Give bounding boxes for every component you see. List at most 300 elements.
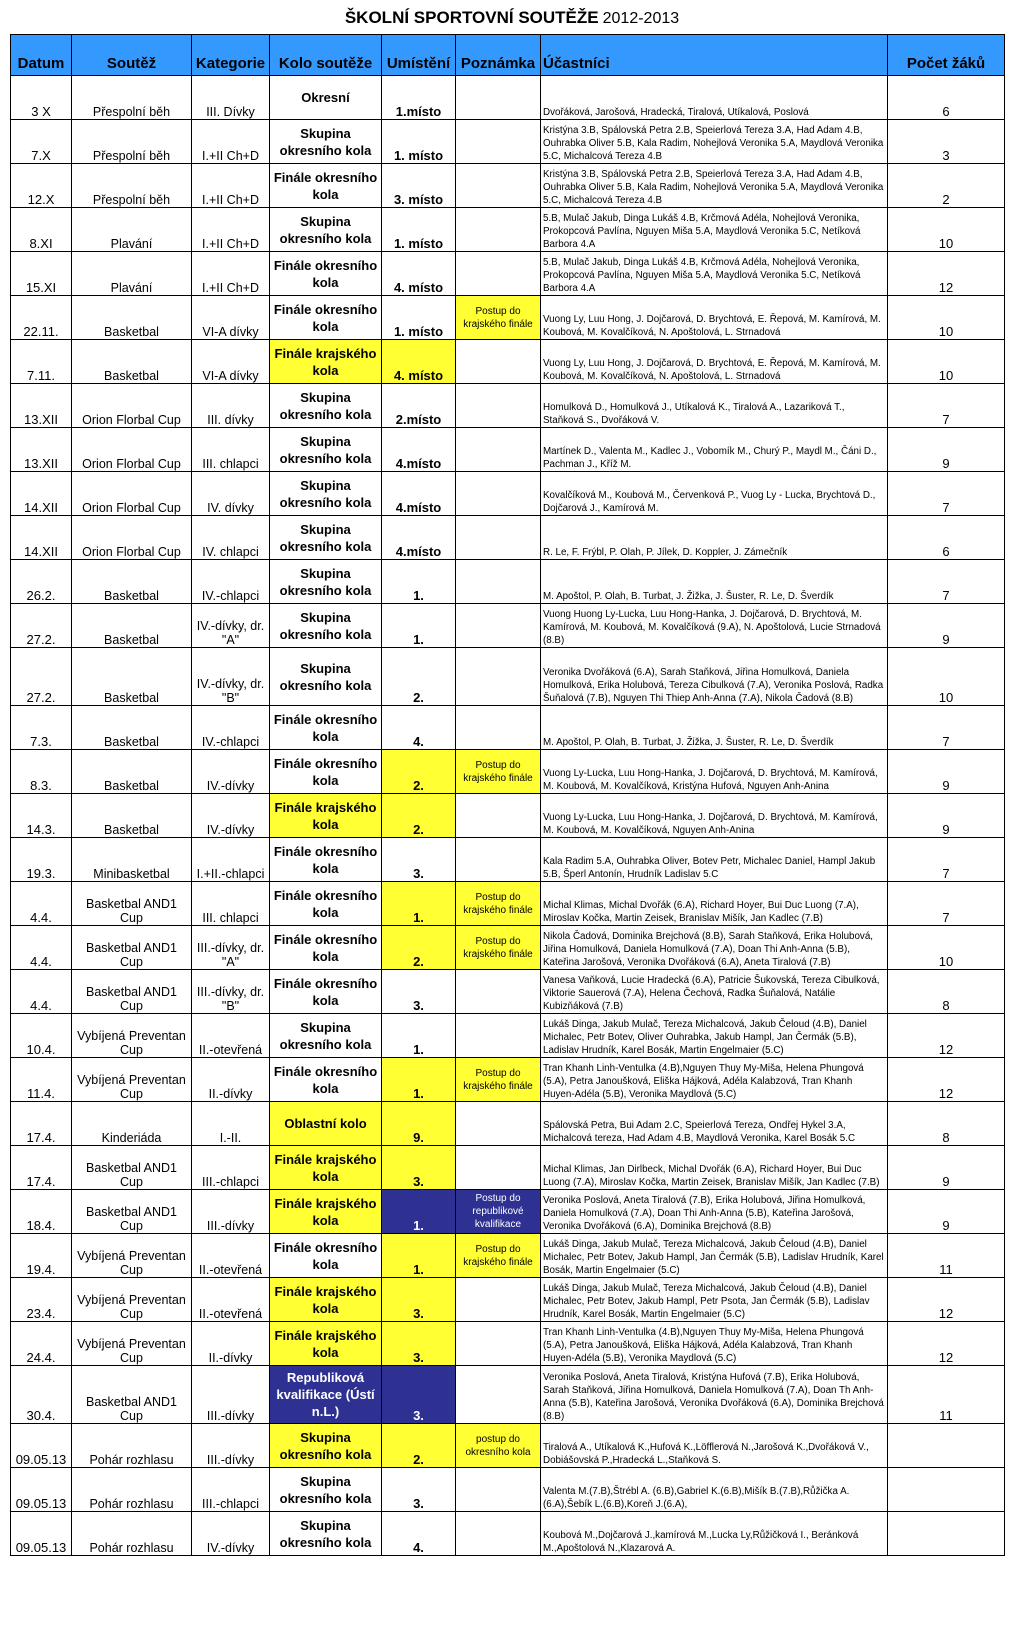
cell-kolo: Finále krajského kola: [270, 1190, 382, 1234]
cell-umisteni: 3.: [382, 1468, 456, 1512]
cell-soutez: Basketbal AND1 Cup: [72, 1146, 192, 1190]
cell-pocet: [888, 1424, 1005, 1468]
cell-ucastnici: Veronika Dvořáková (6.A), Sarah Staňková, Jiřina Homulková, Daniela Homulková, Erika Holubová, Tereza Cibulková (7.A), Veronika Poslová, Radka Šuňalová (7.B), Nguyen Thi Thiep Anh-Anna (7.A), Nikola Čadová (8.B): [541, 648, 888, 706]
cell-umisteni: 3.: [382, 1146, 456, 1190]
table-row: [11, 340, 1005, 384]
cell-poznamka: [456, 340, 541, 384]
cell-datum: 14.3.: [11, 794, 72, 838]
cell-soutez: Orion Florbal Cup: [72, 384, 192, 428]
cell-kolo: Finále okresního kola: [270, 882, 382, 926]
table-row: [11, 794, 1005, 838]
cell-umisteni: 3.: [382, 970, 456, 1014]
title-main: ŠKOLNÍ SPORTOVNÍ SOUTĚŽE: [344, 8, 599, 27]
cell-kategorie: I.+II Ch+D: [192, 164, 270, 208]
cell-soutez: Pohár rozhlasu: [72, 1424, 192, 1468]
cell-poznamka: Postup do krajského finále: [456, 750, 541, 794]
cell-poznamka: [456, 838, 541, 882]
cell-soutez: Přespolní běh: [72, 120, 192, 164]
cell-ucastnici: Dvořáková, Jarošová, Hradecká, Tiralová, Utíkalová, Poslová: [541, 76, 888, 120]
cell-kategorie: III. chlapci: [192, 428, 270, 472]
table-row: [11, 208, 1005, 252]
cell-datum: 7.X: [11, 120, 72, 164]
cell-pocet: 9: [888, 1146, 1005, 1190]
cell-datum: 3 X: [11, 76, 72, 120]
table-row: [11, 838, 1005, 882]
cell-pocet: 9: [888, 794, 1005, 838]
cell-kategorie: II.-dívky: [192, 1322, 270, 1366]
cell-soutez: Basketbal AND1 Cup: [72, 926, 192, 970]
cell-ucastnici: Tran Khanh Linh-Ventulka (4.B),Nguyen Thuy My-Miša, Helena Phungová (5.A), Petra Janoušková, Eliška Hájková, Adéla Kalabzová, Tran Khanh Huyen-Adéla (5.B), Veronika Maydlová (5.C): [541, 1322, 888, 1366]
cell-ucastnici: Kovalčíková M., Koubová M., Červenková P., Vuog Ly - Lucka, Brychtová D., Dojčarová J., Kamírová M.: [541, 472, 888, 516]
cell-ucastnici: Tiralová A., Utíkalová K.,Hufová K.,Löfflerová N.,Jarošová K.,Dvořáková V., Dobiášovská P.,Hradecká L.,Staňková S.: [541, 1424, 888, 1468]
cell-umisteni: 4.: [382, 706, 456, 750]
competitions-table: [10, 34, 1005, 1556]
cell-kategorie: III.-chlapci: [192, 1146, 270, 1190]
cell-soutez: Přespolní běh: [72, 164, 192, 208]
cell-kolo: Finále krajského kola: [270, 340, 382, 384]
cell-ucastnici: Tran Khanh Linh-Ventulka (4.B),Nguyen Thuy My-Miša, Helena Phungová (5.A), Petra Janoušková, Eliška Hájková, Adéla Kalabzová, Tran Khanh Huyen-Adéla (5.B), Veronika Maydlová (5.C): [541, 1058, 888, 1102]
cell-ucastnici: Vuong Huong Ly-Lucka, Luu Hong-Hanka, J. Dojčarová, D. Brychtová, M. Kamírová, M. Koubová, M. Kovalčíková (9.A), N. Apoštolová, Lucie Strnadová (8.B): [541, 604, 888, 648]
cell-soutez: Vybíjená Preventan Cup: [72, 1014, 192, 1058]
cell-kategorie: IV.-chlapci: [192, 560, 270, 604]
cell-poznamka: [456, 208, 541, 252]
cell-poznamka: Postup do krajského finále: [456, 882, 541, 926]
cell-datum: 17.4.: [11, 1102, 72, 1146]
cell-kolo: Skupina okresního kola: [270, 428, 382, 472]
cell-ucastnici: Veronika Poslová, Aneta Tiralová, Kristýna Hufová (7.B), Erika Holubová, Sarah Staňková, Jiřina Homulková, Daniela Homulková (7.A), Doan Th Anh-Anna (5.B), Kateřina Jarošová, Veronika Dvořáková (6.A), Dominika Brejchová (8.B): [541, 1366, 888, 1424]
cell-umisteni: 4. místo: [382, 340, 456, 384]
cell-soutez: Pohár rozhlasu: [72, 1468, 192, 1512]
cell-kategorie: I.+II Ch+D: [192, 252, 270, 296]
cell-kolo: Finále okresního kola: [270, 970, 382, 1014]
table-row: [11, 384, 1005, 428]
cell-poznamka: [456, 120, 541, 164]
cell-kategorie: IV.-dívky: [192, 750, 270, 794]
cell-poznamka: Postup do krajského finále: [456, 1058, 541, 1102]
cell-kolo: Skupina okresního kola: [270, 120, 382, 164]
cell-pocet: 11: [888, 1234, 1005, 1278]
cell-pocet: 7: [888, 384, 1005, 428]
table-row: [11, 164, 1005, 208]
cell-kolo: Okresní: [270, 76, 382, 120]
cell-poznamka: postup do okresního kola: [456, 1424, 541, 1468]
cell-poznamka: [456, 1102, 541, 1146]
cell-soutez: Basketbal: [72, 750, 192, 794]
cell-kategorie: I.+II Ch+D: [192, 208, 270, 252]
cell-kolo: Oblastní kolo: [270, 1102, 382, 1146]
cell-umisteni: 3. místo: [382, 164, 456, 208]
cell-poznamka: [456, 164, 541, 208]
cell-ucastnici: 5.B, Mulač Jakub, Dinga Lukáš 4.B, Krčmová Adéla, Nohejlová Veronika, Prokopcová Pavlína, Nguyen Miša 5.A, Maydlová Veronika 5.C, Netíková Barbora 4.A: [541, 252, 888, 296]
cell-datum: 11.4.: [11, 1058, 72, 1102]
cell-kolo: Skupina okresního kola: [270, 1468, 382, 1512]
cell-umisteni: 9.: [382, 1102, 456, 1146]
cell-soutez: Basketbal: [72, 604, 192, 648]
cell-soutez: Pohár rozhlasu: [72, 1512, 192, 1556]
cell-umisteni: 3.: [382, 1366, 456, 1424]
cell-kolo: Skupina okresního kola: [270, 384, 382, 428]
cell-poznamka: [456, 970, 541, 1014]
cell-datum: 4.4.: [11, 882, 72, 926]
table-row: [11, 1366, 1005, 1424]
cell-datum: 09.05.13: [11, 1468, 72, 1512]
table-row: [11, 560, 1005, 604]
cell-ucastnici: M. Apoštol, P. Olah, B. Turbat, J. Žižka, J. Šuster, R. Le, D. Šverdík: [541, 706, 888, 750]
cell-kolo: Skupina okresního kola: [270, 1014, 382, 1058]
table-row: [11, 1468, 1005, 1512]
header-soutez: Soutěž: [72, 35, 192, 76]
cell-poznamka: [456, 794, 541, 838]
cell-pocet: 3: [888, 120, 1005, 164]
cell-soutez: Vybíjená Preventan Cup: [72, 1322, 192, 1366]
cell-poznamka: [456, 1014, 541, 1058]
cell-kategorie: IV.-dívky, dr. "A": [192, 604, 270, 648]
cell-ucastnici: Vuong Ly-Lucka, Luu Hong-Hanka, J. Dojčarová, D. Brychtová, M. Kamírová, M. Koubová, M. Kovalčíková, Kristýna Hufová, Nguyen Anh-Anina: [541, 750, 888, 794]
cell-poznamka: [456, 252, 541, 296]
table-row: [11, 1102, 1005, 1146]
cell-soutez: Vybíjená Preventan Cup: [72, 1234, 192, 1278]
cell-pocet: 10: [888, 926, 1005, 970]
cell-pocet: 6: [888, 76, 1005, 120]
cell-umisteni: 4.místo: [382, 428, 456, 472]
cell-kategorie: III. Dívky: [192, 76, 270, 120]
cell-umisteni: 3.: [382, 838, 456, 882]
cell-kolo: Finále okresního kola: [270, 838, 382, 882]
cell-soutez: Přespolní běh: [72, 76, 192, 120]
cell-poznamka: [456, 1146, 541, 1190]
cell-kolo: Skupina okresního kola: [270, 208, 382, 252]
cell-pocet: 7: [888, 472, 1005, 516]
cell-poznamka: Postup do republikové kvalifikace: [456, 1190, 541, 1234]
cell-umisteni: 4. místo: [382, 252, 456, 296]
cell-poznamka: [456, 706, 541, 750]
table-row: [11, 472, 1005, 516]
cell-kolo: Finále okresního kola: [270, 252, 382, 296]
cell-datum: 7.11.: [11, 340, 72, 384]
cell-ucastnici: Koubová M.,Dojčarová J.,kamírová M.,Lucka Ly,Růžičková I., Beránková M.,Apoštolová N.,Klazarová A.: [541, 1512, 888, 1556]
cell-ucastnici: M. Apoštol, P. Olah, B. Turbat, J. Žižka, J. Šuster, R. Le, D. Šverdík: [541, 560, 888, 604]
cell-ucastnici: Vuong Ly-Lucka, Luu Hong-Hanka, J. Dojčarová, D. Brychtová, M. Kamírová, M. Koubová, M. Kovalčíková, Nguyen Anh-Anina: [541, 794, 888, 838]
cell-kolo: Finále okresního kola: [270, 1234, 382, 1278]
cell-poznamka: [456, 384, 541, 428]
cell-poznamka: Postup do krajského finále: [456, 1234, 541, 1278]
header-poznamka: Poznámka: [456, 35, 541, 76]
cell-pocet: 9: [888, 604, 1005, 648]
cell-soutez: Basketbal: [72, 648, 192, 706]
cell-umisteni: 2.: [382, 1424, 456, 1468]
cell-umisteni: 4.místo: [382, 516, 456, 560]
cell-umisteni: 2.: [382, 648, 456, 706]
table-row: [11, 1014, 1005, 1058]
cell-ucastnici: Veronika Poslová, Aneta Tiralová (7.B), Erika Holubová, Jiřina Homulková, Daniela Homulková (7.A), Doan Thi Anh-Anna (5.B), Kateřina Jarošová, Veronika Dvořáková (6.A), Dominika Brejchová (8.B): [541, 1190, 888, 1234]
cell-soutez: Plavání: [72, 208, 192, 252]
cell-datum: 15.XI: [11, 252, 72, 296]
cell-ucastnici: Kristýna 3.B, Spálovská Petra 2.B, Speierlová Tereza 3.A, Had Adam 4.B, Ouhrabka Oliver 5.B, Kala Radim, Nohejlová Veronika 5.A, Maydlová Veronika 5.C, Michalcová Tereza 4.B: [541, 120, 888, 164]
cell-poznamka: [456, 560, 541, 604]
cell-soutez: Orion Florbal Cup: [72, 472, 192, 516]
cell-kolo: Finále krajského kola: [270, 1278, 382, 1322]
cell-umisteni: 3.: [382, 1278, 456, 1322]
table-row: [11, 750, 1005, 794]
cell-poznamka: [456, 76, 541, 120]
cell-kategorie: I.+II Ch+D: [192, 120, 270, 164]
cell-kategorie: IV.-chlapci: [192, 706, 270, 750]
cell-datum: 8.3.: [11, 750, 72, 794]
cell-kategorie: IV.-dívky: [192, 794, 270, 838]
cell-kategorie: III.-dívky, dr. "A": [192, 926, 270, 970]
cell-datum: 26.2.: [11, 560, 72, 604]
cell-kategorie: VI-A dívky: [192, 296, 270, 340]
header-row: [11, 35, 1005, 76]
page-title: [0, 8, 1024, 28]
table-row: [11, 604, 1005, 648]
cell-ucastnici: Nikola Čadová, Dominika Brejchová (8.B), Sarah Staňková, Erika Holubová, Jiřina Homulková, Daniela Homulková (7.A), Doan Thi Anh-Anna (5.B), Kateřina Jarošová, Veronika Dvořáková (6.A), Aneta Tiralová (7.B): [541, 926, 888, 970]
cell-soutez: Plavání: [72, 252, 192, 296]
cell-kategorie: I.-II.: [192, 1102, 270, 1146]
cell-poznamka: [456, 1322, 541, 1366]
cell-poznamka: [456, 1278, 541, 1322]
cell-kategorie: II.-otevřená: [192, 1234, 270, 1278]
cell-umisteni: 3.: [382, 1322, 456, 1366]
cell-kategorie: VI-A dívky: [192, 340, 270, 384]
cell-datum: 09.05.13: [11, 1424, 72, 1468]
cell-pocet: 7: [888, 838, 1005, 882]
cell-umisteni: 1. místo: [382, 208, 456, 252]
cell-poznamka: Postup do krajského finále: [456, 926, 541, 970]
cell-kategorie: IV.-dívky, dr. "B": [192, 648, 270, 706]
cell-datum: 27.2.: [11, 604, 72, 648]
table-row: [11, 1146, 1005, 1190]
cell-kolo: Finále okresního kola: [270, 706, 382, 750]
cell-ucastnici: Lukáš Dinga, Jakub Mulač, Tereza Michalcová, Jakub Čeloud (4.B), Daniel Michalec, Petr Botev, Jakub Hampl, Petr Psota, Jan Čermák (5.B), Ladislav Hrudník, Karel Bosák, Martin Engelmaier (5.C): [541, 1278, 888, 1322]
cell-umisteni: 2.: [382, 794, 456, 838]
cell-kolo: Skupina okresního kola: [270, 1512, 382, 1556]
cell-umisteni: 1. místo: [382, 296, 456, 340]
table-row: [11, 296, 1005, 340]
cell-datum: 09.05.13: [11, 1512, 72, 1556]
table-row: [11, 120, 1005, 164]
cell-umisteni: 1.místo: [382, 76, 456, 120]
cell-datum: 4.4.: [11, 970, 72, 1014]
cell-pocet: 9: [888, 750, 1005, 794]
cell-kategorie: III.-dívky: [192, 1424, 270, 1468]
cell-ucastnici: Lukáš Dinga, Jakub Mulač, Tereza Michalcová, Jakub Čeloud (4.B), Daniel Michalec, Petr Botev, Oliver Ouhrabka, Jakub Hampl, Jan Čermák (5.B), Ladislav Hrudník, Karel Bosák, Martin Engelmaier (5.C): [541, 1014, 888, 1058]
cell-pocet: 8: [888, 1102, 1005, 1146]
table-row: [11, 882, 1005, 926]
cell-pocet: 12: [888, 1058, 1005, 1102]
cell-datum: 12.X: [11, 164, 72, 208]
cell-kolo: Finále okresního kola: [270, 164, 382, 208]
cell-pocet: [888, 1512, 1005, 1556]
cell-kategorie: IV. chlapci: [192, 516, 270, 560]
cell-umisteni: 2.: [382, 926, 456, 970]
table-row: [11, 926, 1005, 970]
table-row: [11, 428, 1005, 472]
cell-kategorie: IV.-dívky: [192, 1512, 270, 1556]
cell-soutez: Basketbal AND1 Cup: [72, 1366, 192, 1424]
cell-pocet: 9: [888, 428, 1005, 472]
cell-poznamka: [456, 1512, 541, 1556]
cell-ucastnici: Martínek D., Valenta M., Kadlec J., Vobomík M., Churý P., Maydl M., Čáni D., Pachman J., Kříž M.: [541, 428, 888, 472]
table-row: [11, 252, 1005, 296]
table-row: [11, 706, 1005, 750]
cell-kolo: Skupina okresního kola: [270, 472, 382, 516]
cell-datum: 13.XII: [11, 428, 72, 472]
cell-poznamka: [456, 1366, 541, 1424]
cell-datum: 14.XII: [11, 472, 72, 516]
cell-ucastnici: Michal Klimas, Jan Dirlbeck, Michal Dvořák (6.A), Richard Hoyer, Bui Duc Luong (7.A), Miroslav Kočka, Martin Zeisek, Branislav Mišík, Jan Kadlec (7.B): [541, 1146, 888, 1190]
cell-ucastnici: Kristýna 3.B, Spálovská Petra 2.B, Speierlová Tereza 3.A, Had Adam 4.B, Ouhrabka Oliver 5.B, Kala Radim, Nohejlová Veronika 5.A, Maydlová Veronika 5.C, Michalcová Tereza 4.B: [541, 164, 888, 208]
cell-pocet: 12: [888, 1014, 1005, 1058]
cell-datum: 24.4.: [11, 1322, 72, 1366]
header-pocet: Počet žáků: [888, 35, 1005, 76]
cell-umisteni: 1.: [382, 1234, 456, 1278]
cell-kategorie: II.-dívky: [192, 1058, 270, 1102]
cell-soutez: Basketbal: [72, 340, 192, 384]
cell-kolo: Republiková kvalifikace (Ústí n.L.): [270, 1366, 382, 1424]
cell-ucastnici: Lukáš Dinga, Jakub Mulač, Tereza Michalcová, Jakub Čeloud (4.B), Daniel Michalec, Petr Botev, Jakub Hampl, Jan Čermák (5.B), Ladislav Hrudník, Karel Bosák, Martin Engelmaier (5.C): [541, 1234, 888, 1278]
header-kategorie: Kategorie: [192, 35, 270, 76]
table-row: [11, 1424, 1005, 1468]
cell-datum: 7.3.: [11, 706, 72, 750]
cell-pocet: 6: [888, 516, 1005, 560]
cell-soutez: Basketbal AND1 Cup: [72, 1190, 192, 1234]
cell-pocet: 7: [888, 882, 1005, 926]
table-row: [11, 76, 1005, 120]
cell-poznamka: [456, 428, 541, 472]
header-datum: Datum: [11, 35, 72, 76]
cell-pocet: 7: [888, 560, 1005, 604]
cell-pocet: 10: [888, 340, 1005, 384]
cell-soutez: Basketbal AND1 Cup: [72, 970, 192, 1014]
cell-umisteni: 1.: [382, 560, 456, 604]
cell-pocet: [888, 1468, 1005, 1512]
cell-umisteni: 1.: [382, 604, 456, 648]
table-row: [11, 648, 1005, 706]
cell-umisteni: 2.místo: [382, 384, 456, 428]
cell-ucastnici: Spálovská Petra, Bui Adam 2.C, Speierlová Tereza, Ondřej Hykel 3.A, Michalcová tereza, Had Adam 4.B, Maydlová Veronika, Karel Bosák 5.C: [541, 1102, 888, 1146]
cell-datum: 8.XI: [11, 208, 72, 252]
cell-soutez: Basketbal AND1 Cup: [72, 882, 192, 926]
cell-ucastnici: Vuong Ly, Luu Hong, J. Dojčarová, D. Brychtová, E. Řepová, M. Kamírová, M. Koubová, M. Kovalčíková, N. Apoštolová, L. Strnadová: [541, 296, 888, 340]
cell-kategorie: III.-dívky, dr. "B": [192, 970, 270, 1014]
cell-kategorie: III. dívky: [192, 384, 270, 428]
cell-poznamka: [456, 472, 541, 516]
table-row: [11, 1058, 1005, 1102]
cell-ucastnici: R. Le, F. Frýbl, P. Olah, P. Jílek, D. Koppler, J. Zámečník: [541, 516, 888, 560]
cell-kategorie: III. chlapci: [192, 882, 270, 926]
cell-umisteni: 2.: [382, 750, 456, 794]
cell-ucastnici: Valenta M.(7.B),Štrébl A. (6.B),Gabriel K.(6.B),Mišík B.(7.B),Růžička A.(6.A),Šebík L.(6.B),Koreň J.(6.A),: [541, 1468, 888, 1512]
cell-soutez: Orion Florbal Cup: [72, 428, 192, 472]
cell-datum: 23.4.: [11, 1278, 72, 1322]
cell-kategorie: III.-dívky: [192, 1190, 270, 1234]
cell-kolo: Skupina okresního kola: [270, 1424, 382, 1468]
table-row: [11, 1234, 1005, 1278]
cell-ucastnici: 5.B, Mulač Jakub, Dinga Lukáš 4.B, Krčmová Adéla, Nohejlová Veronika, Prokopcová Pavlína, Nguyen Miša 5.A, Maydlová Veronika 5.C, Netíková Barbora 4.A: [541, 208, 888, 252]
cell-umisteni: 1.: [382, 882, 456, 926]
cell-pocet: 10: [888, 296, 1005, 340]
cell-pocet: 11: [888, 1366, 1005, 1424]
cell-soutez: Basketbal: [72, 560, 192, 604]
cell-soutez: Orion Florbal Cup: [72, 516, 192, 560]
cell-datum: 13.XII: [11, 384, 72, 428]
cell-datum: 19.4.: [11, 1234, 72, 1278]
cell-kategorie: I.+II.-chlapci: [192, 838, 270, 882]
table-row: [11, 1512, 1005, 1556]
cell-kategorie: IV. dívky: [192, 472, 270, 516]
cell-umisteni: 1.: [382, 1058, 456, 1102]
cell-umisteni: 1.: [382, 1190, 456, 1234]
cell-kategorie: II.-otevřená: [192, 1278, 270, 1322]
cell-umisteni: 4.místo: [382, 472, 456, 516]
cell-kolo: Finále krajského kola: [270, 1322, 382, 1366]
cell-datum: 4.4.: [11, 926, 72, 970]
cell-datum: 22.11.: [11, 296, 72, 340]
table-row: [11, 1278, 1005, 1322]
cell-ucastnici: Kala Radim 5.A, Ouhrabka Oliver, Botev Petr, Michalec Daniel, Hampl Jakub 5.B, Šperl Antonín, Hrudník Ladislav 5.C: [541, 838, 888, 882]
cell-pocet: 12: [888, 1278, 1005, 1322]
cell-kolo: Skupina okresního kola: [270, 648, 382, 706]
cell-datum: 18.4.: [11, 1190, 72, 1234]
cell-pocet: 2: [888, 164, 1005, 208]
cell-datum: 17.4.: [11, 1146, 72, 1190]
cell-kategorie: III.-dívky: [192, 1366, 270, 1424]
header-umisteni: Umístění: [382, 35, 456, 76]
cell-datum: 14.XII: [11, 516, 72, 560]
cell-kolo: Finále krajského kola: [270, 1146, 382, 1190]
cell-pocet: 12: [888, 1322, 1005, 1366]
cell-kolo: Skupina okresního kola: [270, 516, 382, 560]
header-kolo: Kolo soutěže: [270, 35, 382, 76]
header-ucastnici: Účastníci: [541, 35, 888, 76]
cell-umisteni: 1.: [382, 1014, 456, 1058]
cell-poznamka: [456, 604, 541, 648]
cell-pocet: 8: [888, 970, 1005, 1014]
cell-soutez: Kinderiáda: [72, 1102, 192, 1146]
cell-pocet: 9: [888, 1190, 1005, 1234]
cell-kolo: Skupina okresního kola: [270, 604, 382, 648]
cell-kolo: Finále okresního kola: [270, 296, 382, 340]
table-body: [11, 76, 1005, 1556]
cell-pocet: 10: [888, 648, 1005, 706]
cell-pocet: 12: [888, 252, 1005, 296]
cell-kategorie: III.-chlapci: [192, 1468, 270, 1512]
title-year: 2012-2013: [602, 10, 680, 27]
cell-umisteni: 1. místo: [382, 120, 456, 164]
cell-poznamka: [456, 516, 541, 560]
cell-poznamka: [456, 648, 541, 706]
table-row: [11, 1322, 1005, 1366]
cell-poznamka: [456, 1468, 541, 1512]
cell-ucastnici: Vanesa Vaňková, Lucie Hradecká (6.A), Patricie Šukovská, Tereza Cibulková, Viktorie Sauerová (7.A), Helena Čechová, Radka Šuňalová, Natálie Kubizňáková (7.B): [541, 970, 888, 1014]
cell-kolo: Skupina okresního kola: [270, 560, 382, 604]
cell-umisteni: 4.: [382, 1512, 456, 1556]
cell-kolo: Finále okresního kola: [270, 1058, 382, 1102]
cell-datum: 27.2.: [11, 648, 72, 706]
cell-soutez: Basketbal: [72, 706, 192, 750]
cell-ucastnici: Michal Klimas, Michal Dvořák (6.A), Richard Hoyer, Bui Duc Luong (7.A), Miroslav Kočka, Martin Zeisek, Branislav Mišík, Jan Kadlec (7.B): [541, 882, 888, 926]
cell-pocet: 7: [888, 706, 1005, 750]
cell-datum: 19.3.: [11, 838, 72, 882]
cell-soutez: Basketbal: [72, 296, 192, 340]
cell-pocet: 10: [888, 208, 1005, 252]
cell-kolo: Finále krajského kola: [270, 794, 382, 838]
cell-kolo: Finále okresního kola: [270, 750, 382, 794]
cell-soutez: Vybíjená Preventan Cup: [72, 1058, 192, 1102]
cell-soutez: Vybíjená Preventan Cup: [72, 1278, 192, 1322]
table-row: [11, 516, 1005, 560]
